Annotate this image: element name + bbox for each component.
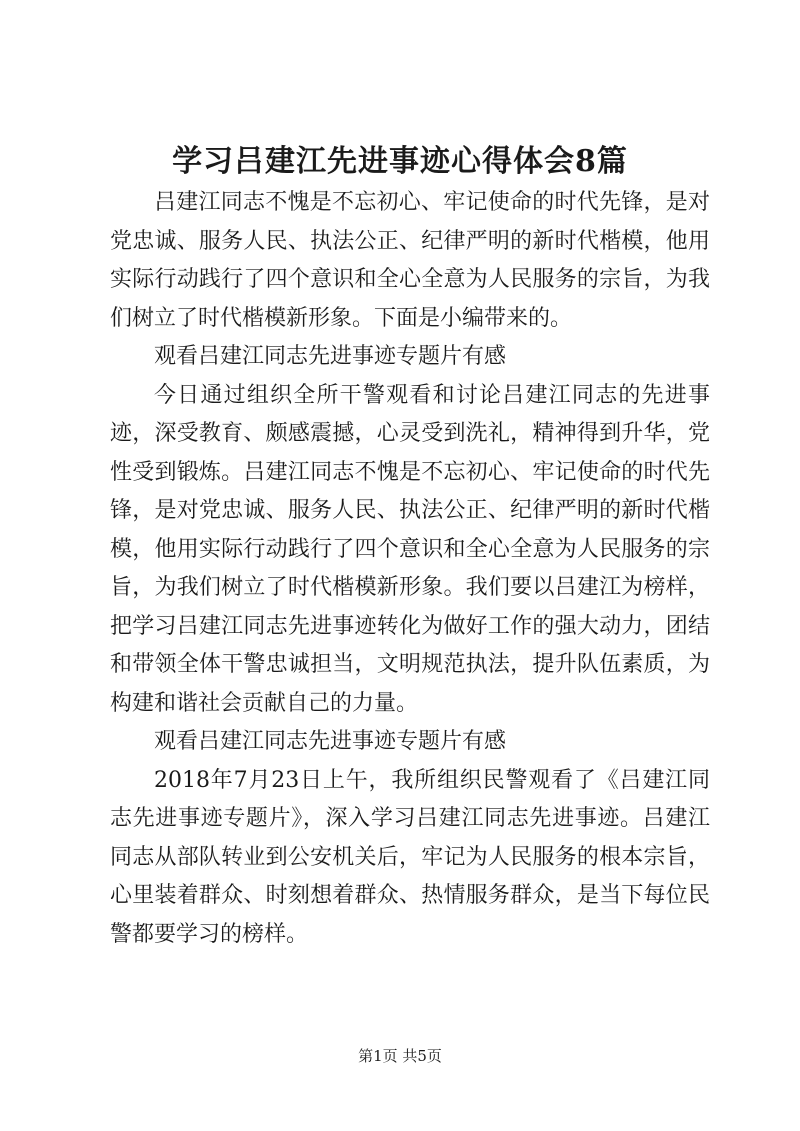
section-heading: 观看吕建江同志先进事迹专题片有感 (154, 729, 507, 754)
page-footer: 第1页 共5页 (358, 1047, 442, 1065)
document-title: 学习吕建江先进事迹心得体会8篇 (172, 144, 628, 179)
section-heading: 观看吕建江同志先进事迹专题片有感 (154, 344, 507, 369)
body-paragraph: 2018年7月23日上午，我所组织民警观看了《吕建江同志先进事迹专题片》，深入学习吕建江同志先进事迹。吕建江同志从部队转业到公安机关后，牢记为人民服务的根本宗旨，心里装着群众、时刻想着群众、热情服务群众，是当下每位民警都要学习的榜样。 (110, 767, 710, 947)
intro-paragraph: 吕建江同志不愧是不忘初心、牢记使命的时代先锋，是对党忠诚、服务人民、执法公正、纪律严明的新时代楷模，他用实际行动践行了四个意识和全心全意为人民服务的宗旨，为我们树立了时代楷模新形象。下面是小编带来的。 (110, 190, 710, 331)
body-paragraph: 今日通过组织全所干警观看和讨论吕建江同志的先进事迹，深受教育、颇感震撼，心灵受到洗礼，精神得到升华，党性受到锻炼。吕建江同志不愧是不忘初心、牢记使命的时代先锋，是对党忠诚、服务人民、执法公正、纪律严明的新时代楷模，他用实际行动践行了四个意识和全心全意为人民服务的宗旨，为我们树立了时代楷模新形象。我们要以吕建江为榜样，把学习吕建江同志先进事迹转化为做好工作的强大动力，团结和带领全体干警忠诚担当，文明规范执法，提升队伍素质，为构建和谐社会贡献自己的力量。 (110, 382, 710, 716)
document-body (110, 184, 710, 954)
